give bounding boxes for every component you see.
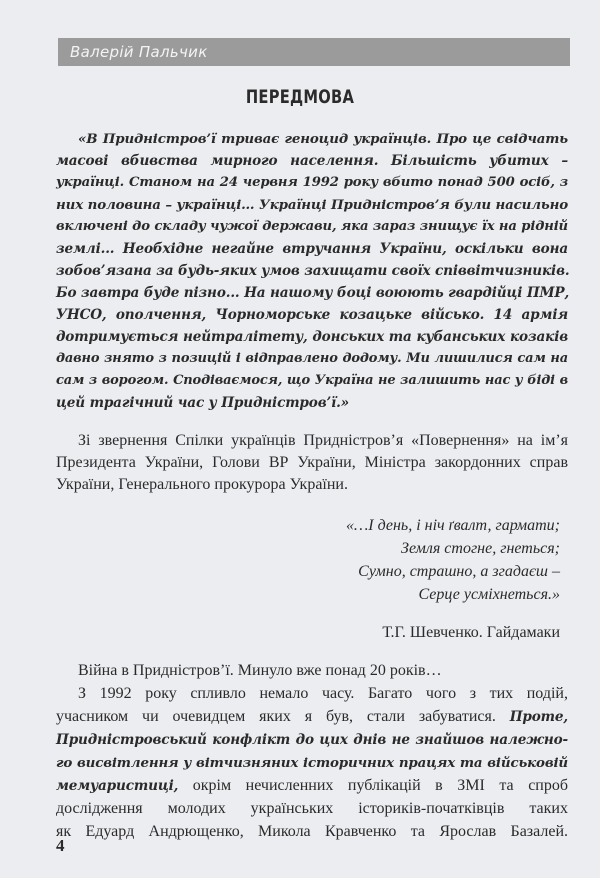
body-line: дослідження молодих українських істориків-початківців таких <box>56 800 568 817</box>
page-title: ПЕРЕДМОВА <box>245 86 355 108</box>
quote-line: давно знято з позицій і відправлено додому. Ми лишилися сам на <box>56 351 568 366</box>
quote-line: «В Придністров’ї триває геноцид українців. Про це свідчать <box>78 131 568 147</box>
quote-line: масові вбивства мирного населення. Більшість убитих – <box>56 153 568 169</box>
quote-line: землі... Необхідне негайне втручання України, оскільки вона <box>56 241 568 257</box>
source-line: Зі звернення Спілки українців Придністров’я «Повернення» на ім’я <box>78 432 568 449</box>
quote-line: цей трагічний час у Придністров’ї.» <box>56 395 350 411</box>
body-line <box>56 706 568 728</box>
poem-line: Земля стогне, гнеться; <box>401 540 560 557</box>
quote-line: Бо завтра буде пізно... На нашому боці воюють гвардійці ПМР, <box>56 285 570 301</box>
source-line: України, Генерального прокурора України. <box>56 476 348 493</box>
body-text-emphasis: мемуаристиці, <box>56 778 179 794</box>
quote-line: українці. Станом на 24 червня 1992 року вбито понад 500 осіб, з <box>56 175 568 190</box>
quote-line: сам з ворогом. Сподіваємося, що Україна не залишить нас у біді в <box>56 373 568 388</box>
running-header <box>58 38 570 66</box>
body-text-plain: окрім нечисленних публікацій в ЗМІ та спроб <box>178 777 568 794</box>
poem-line: «…І день, і ніч ґвалт, гармати; <box>346 517 560 534</box>
body-text-emphasis: Проте, <box>509 709 568 725</box>
body-line: Війна в Придністров’ї. Минуло вже понад 20 років… <box>78 662 442 679</box>
poem-source: Т.Г. Шевченко. Гайдамаки <box>382 624 560 641</box>
source-line: Президента України, Голови ВР України, Міністра закордонних справ <box>56 454 568 471</box>
body-text-plain: учасником чи очевидцем яких я був, стали забуватися. <box>56 708 510 725</box>
page-number: 4 <box>56 836 65 855</box>
poem-line: Сумно, страшно, а згадаєш – <box>358 563 560 580</box>
quote-line: них половина – українці… Українці Придністров’я були насильно <box>56 197 568 213</box>
body-line: З 1992 року спливло немало часу. Багато чого з тих подій, <box>78 685 568 702</box>
poem-line: Серце усміхнеться.» <box>418 586 560 603</box>
body-line-emphasis: Придністровський конфлікт до цих днів не знайшов належно- <box>56 732 568 748</box>
body-line-emphasis: го висвітлення у вітчизняних історичних працях та військовій <box>56 755 568 771</box>
body-line <box>56 775 568 797</box>
author-name: Валерій Пальчик <box>70 43 208 61</box>
quote-line: включені до складу чужої держави, яка зараз знищує їх на рідній <box>56 219 568 234</box>
quote-line: УНСО, ополчення, Чорноморське козацьке військо. 14 армія <box>56 307 568 323</box>
quote-line: дотримується нейтралітету, донських та кубанських козаків <box>56 329 568 345</box>
body-line: як Едуард Андрющенко, Микола Кравченко та Ярослав Базалей. <box>56 823 568 840</box>
quote-line: зобов’язана за будь-яких умов захищати своїх співвітчизників. <box>56 263 570 279</box>
